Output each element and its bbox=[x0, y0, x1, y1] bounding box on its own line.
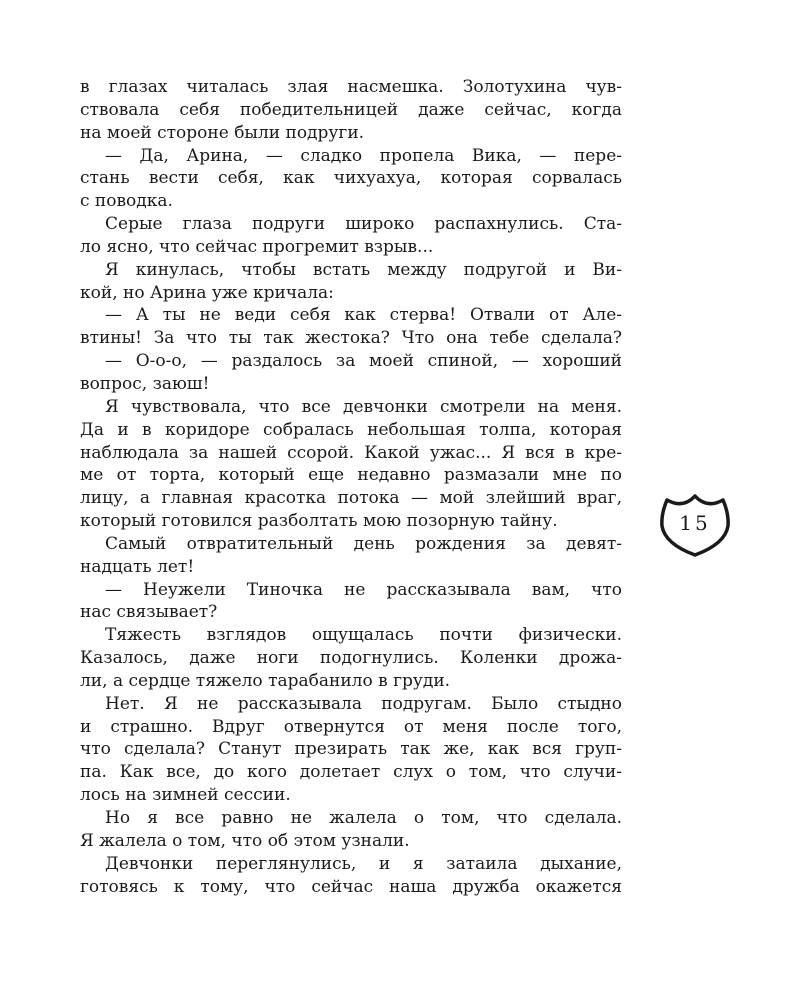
text-line: ло ясно, что сейчас прогремит взрыв... bbox=[80, 236, 434, 257]
text-line: надцать лет! bbox=[80, 556, 195, 577]
text-line: ли, а сердце тяжело тарабанило в груди. bbox=[80, 670, 451, 691]
body-text bbox=[80, 76, 622, 898]
text-line: Я чувствовала, что все девчонки смотрели на меня. bbox=[105, 396, 622, 417]
text-line: Самый отвратительный день рождения за девят- bbox=[105, 533, 622, 554]
text-line: лось на зимней сессии. bbox=[80, 785, 291, 806]
text-line: который готовился разболтать мою позорную тайну. bbox=[80, 511, 558, 532]
text-line: Серые глаза подруги широко распахнулись. Ста- bbox=[105, 214, 622, 235]
text-line: ствовала себя победительницей даже сейчас, когда bbox=[80, 99, 622, 120]
text-line: лицу, а главная красотка потока — мой злейший враг, bbox=[80, 488, 622, 509]
text-line: — О-о-о, — раздалось за моей спиной, — хороший bbox=[105, 351, 622, 372]
text-line: с поводка. bbox=[80, 191, 173, 212]
text-line: Нет. Я не рассказывала подругам. Было стыдно bbox=[105, 693, 622, 714]
text-line: наблюдала за нашей ссорой. Какой ужас... Я вся в кре- bbox=[80, 442, 622, 463]
text-line: в глазах читалась злая насмешка. Золотухина чув- bbox=[80, 77, 622, 97]
text-line: нас связывает? bbox=[80, 602, 218, 623]
text-line: что сделала? Станут презирать так же, как вся груп- bbox=[80, 739, 622, 760]
page-number-badge bbox=[659, 492, 731, 558]
text-line: — Да, Арина, — сладко пропела Вика, — пере- bbox=[105, 145, 622, 166]
text-line: втины! За что ты так жестока? Что она тебе сделала? bbox=[80, 328, 622, 349]
text-line: Тяжесть взглядов ощущалась почти физически. bbox=[105, 625, 622, 646]
text-line: на моей стороне были подруги. bbox=[80, 122, 365, 143]
text-line: — А ты не веди себя как стерва! Отвали от Але- bbox=[105, 305, 622, 326]
text-line: Но я все равно не жалела о том, что сделала. bbox=[105, 808, 622, 828]
text-line: вопрос, заюш! bbox=[80, 373, 210, 394]
text-line: Да и в коридоре собралась небольшая толпа, которая bbox=[80, 419, 622, 440]
text-line: ме от торта, который еще недавно размазали мне по bbox=[80, 465, 622, 486]
text-line: и страшно. Вдруг отвернутся от меня после того, bbox=[80, 716, 622, 737]
text-line: Девчонки переглянулись, и я затаила дыхание, bbox=[105, 853, 622, 874]
text-line: стань вести себя, как чихуахуа, которая сорвалась bbox=[80, 168, 622, 189]
text-line: готовясь к тому, что сейчас наша дружба окажется bbox=[80, 876, 622, 897]
text-line: Я кинулась, чтобы встать между подругой и Ви- bbox=[105, 259, 622, 280]
text-line: кой, но Арина уже кричала: bbox=[80, 282, 334, 303]
text-line: па. Как все, до кого долетает слух о том, что случи- bbox=[80, 762, 622, 783]
text-line: — Неужели Тиночка не рассказывала вам, что bbox=[105, 579, 622, 600]
text-line: Я жалела о том, что об этом узнали. bbox=[80, 830, 410, 851]
text-line: Казалось, даже ноги подогнулись. Коленки дрожа- bbox=[80, 648, 622, 669]
page-number: 15 bbox=[679, 511, 711, 535]
